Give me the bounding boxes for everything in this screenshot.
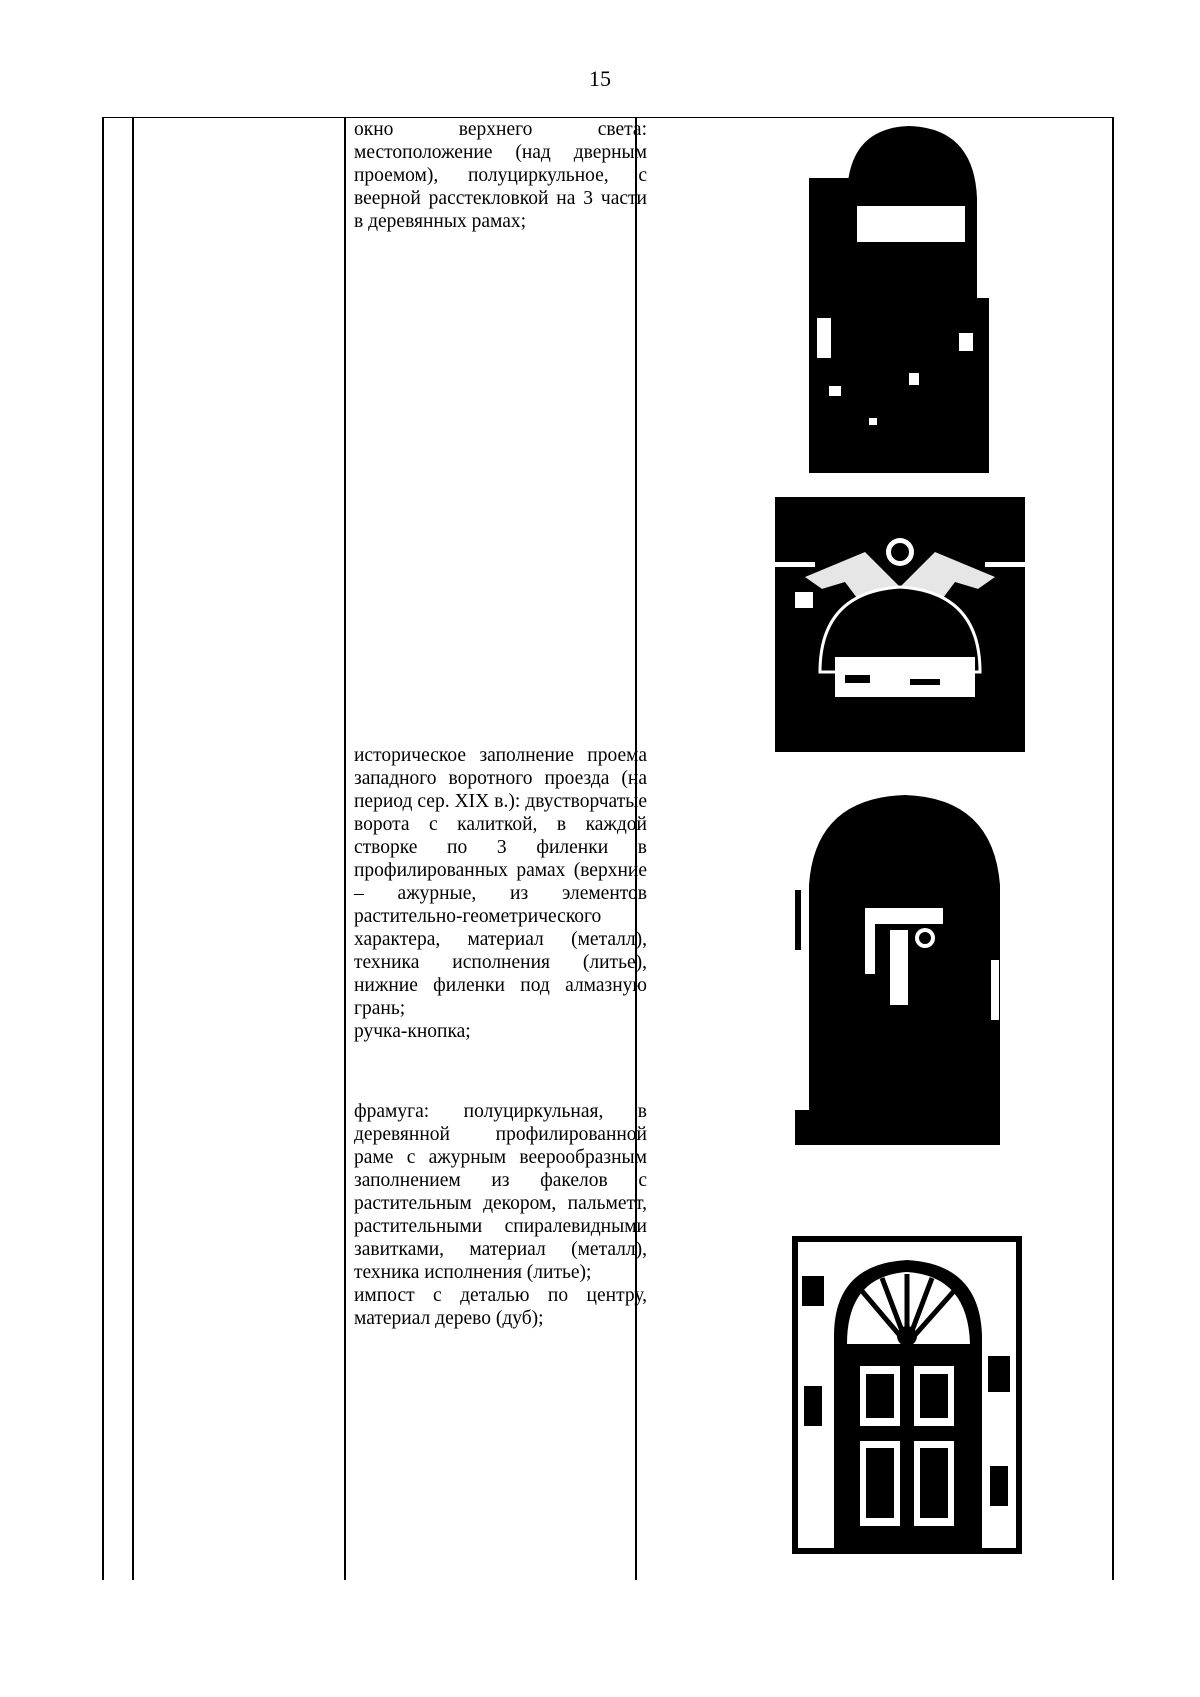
- description-text: фрамуга: полуциркульная, в деревянной профилированной раме с ажурным веерообразным заполнением из факелов с растительным декором, пальметт, растительными спиралевидными завитками, материал (металл), техника исполнения (литье);: [354, 1101, 647, 1283]
- arched-doorway-image: [809, 118, 989, 473]
- table-border-right: [1112, 117, 1114, 1580]
- description-text: ручка-кнопка;: [354, 1021, 471, 1042]
- page-number: 15: [589, 66, 611, 91]
- description-cell-fanlight: [354, 1100, 647, 1330]
- arch-with-mascaron-image: [775, 497, 1025, 752]
- description-text: историческое заполнение проема западного воротного проезда (на период сер. XIX в.): двустворчатые ворота с калиткой, в каждой створке по 3 филенки в профилированных рамах (верхние – ажурные, из элементов растительно-геометрического характера, материал (металл), техника исполнения (литье), нижние филенки под алмазную грань;: [354, 745, 647, 1019]
- fanlight-photo: [792, 1236, 1022, 1554]
- description-text: импост с деталью по центру, материал дерево (дуб);: [354, 1285, 647, 1329]
- description-cell-transom: [354, 118, 647, 233]
- fanlight-door-image: [792, 1236, 1022, 1554]
- transom-window-photo: [809, 118, 989, 473]
- column-divider-2: [344, 117, 346, 1580]
- column-divider-1: [132, 117, 134, 1580]
- transom-window-photo-2: [775, 497, 1025, 752]
- description-text: окно верхнего света: местоположение (над дверным проемом), полуциркульное, с веерной расстекловкой на 3 части в деревянных рамах;: [354, 119, 647, 232]
- description-cell-gate: [354, 744, 647, 1043]
- arched-gate-image: [795, 790, 1010, 1145]
- table-border-left: [102, 117, 104, 1580]
- gate-photo: [795, 790, 1010, 1145]
